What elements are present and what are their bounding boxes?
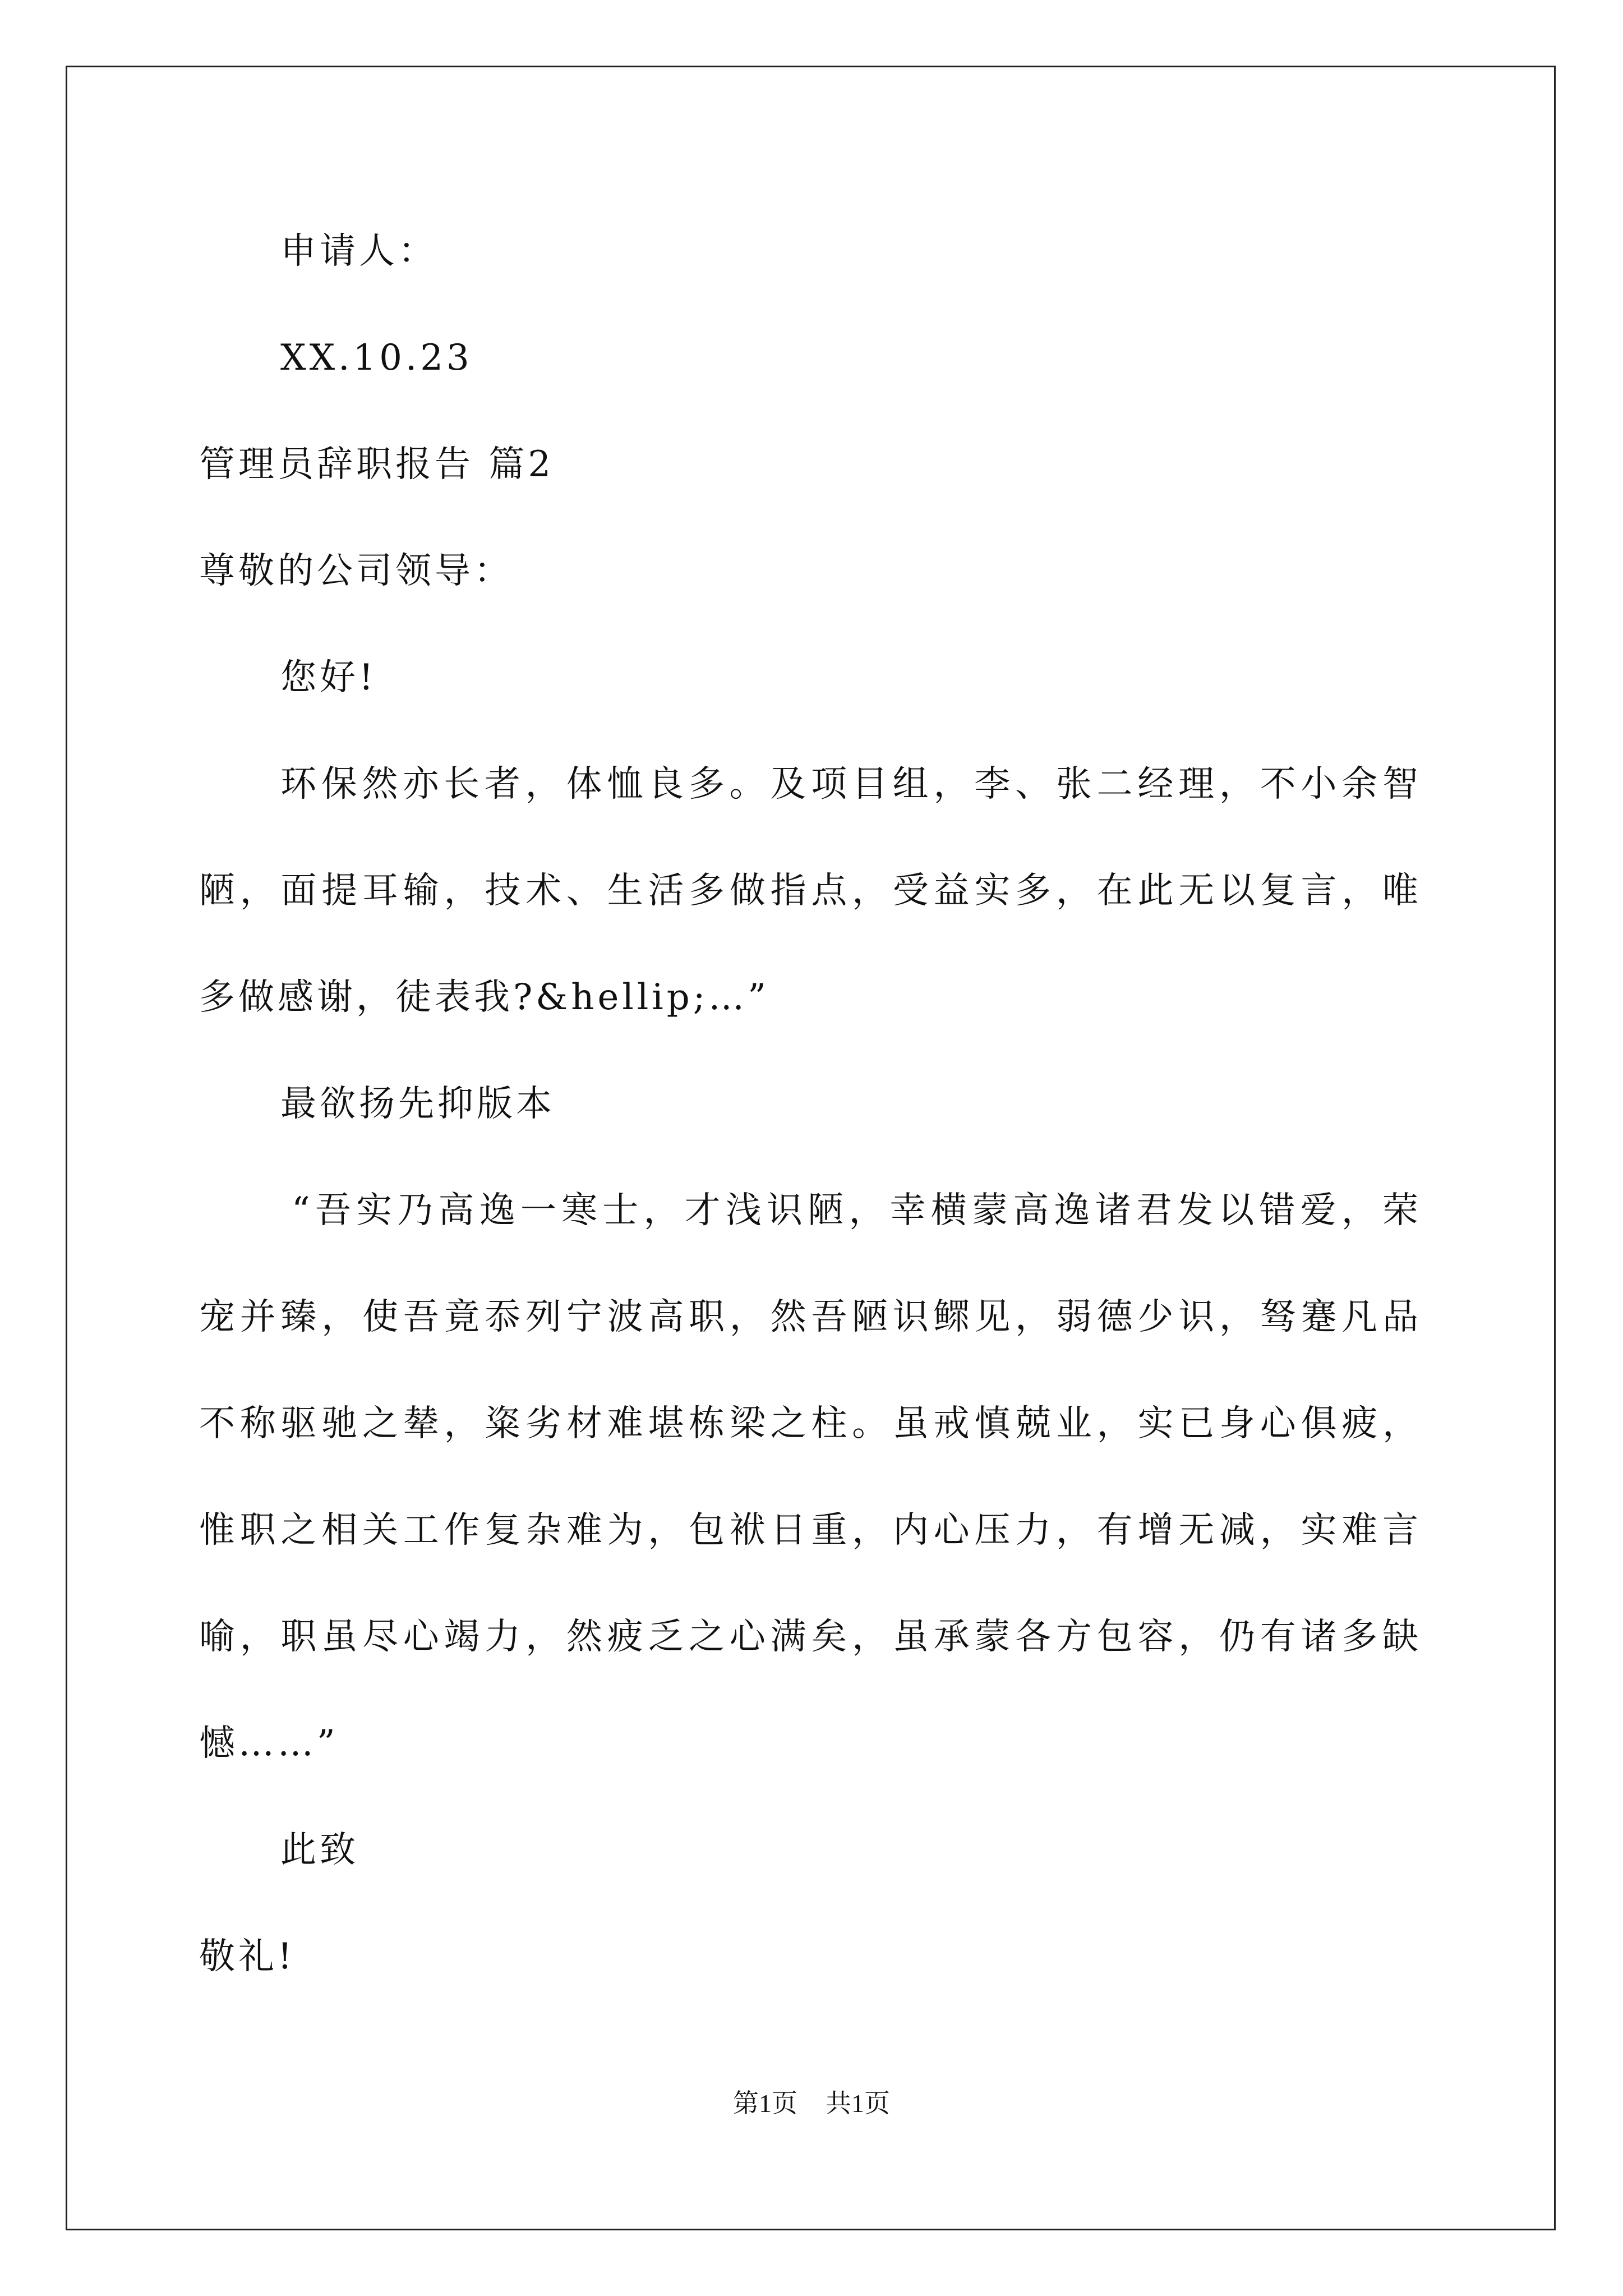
closing-line: 此致 <box>280 1829 359 1871</box>
date-text: XX.10.23 <box>280 337 473 379</box>
paragraph-line: 多做感谢，徒表我?&hellip;…” <box>199 977 770 1018</box>
paragraph-line: 陋，面提耳输，技术、生活多做指点，受益实多，在此无以复言，唯 <box>199 870 1422 912</box>
paragraph-line: 不称驱驰之辇，粢劣材难堪栋梁之柱。虽戒慎兢业，实已身心俱疲， <box>199 1403 1422 1444</box>
page-number-total: 共1页 <box>826 2089 890 2118</box>
page-footer <box>0 2087 1623 2120</box>
salutation: 尊敬的公司领导： <box>199 550 513 592</box>
page-border <box>66 66 1556 2230</box>
paragraph-line: 喻，职虽尽心竭力，然疲乏之心满矣，虽承蒙各方包容，仍有诸多缺 <box>199 1616 1422 1658</box>
paragraph-line: 宠并臻，使吾竟忝列宁波高职，然吾陋识鳏见，弱德少识，驽蹇凡品 <box>199 1296 1422 1338</box>
page-number-current: 第1页 <box>733 2089 797 2118</box>
closing-salute: 敬礼! <box>199 1936 296 1977</box>
paragraph-line: 憾……” <box>199 1723 339 1764</box>
version-label: 最欲扬先抑版本 <box>280 1083 555 1125</box>
paragraph-line: “吾实乃高逸一寒士，才浅识陋，幸横蒙高逸诸君发以错爱，荣 <box>292 1190 1422 1231</box>
section-title: 管理员辞职报告 篇2 <box>199 444 555 485</box>
applicant-label: 申请人： <box>280 231 437 272</box>
greeting: 您好! <box>280 657 377 698</box>
paragraph-line: 环保然亦长者，体恤良多。及项目组，李、张二经理，不小余智 <box>280 763 1422 805</box>
paragraph-line: 惟职之相关工作复杂难为，包袱日重，内心压力，有增无减，实难言 <box>199 1510 1422 1551</box>
